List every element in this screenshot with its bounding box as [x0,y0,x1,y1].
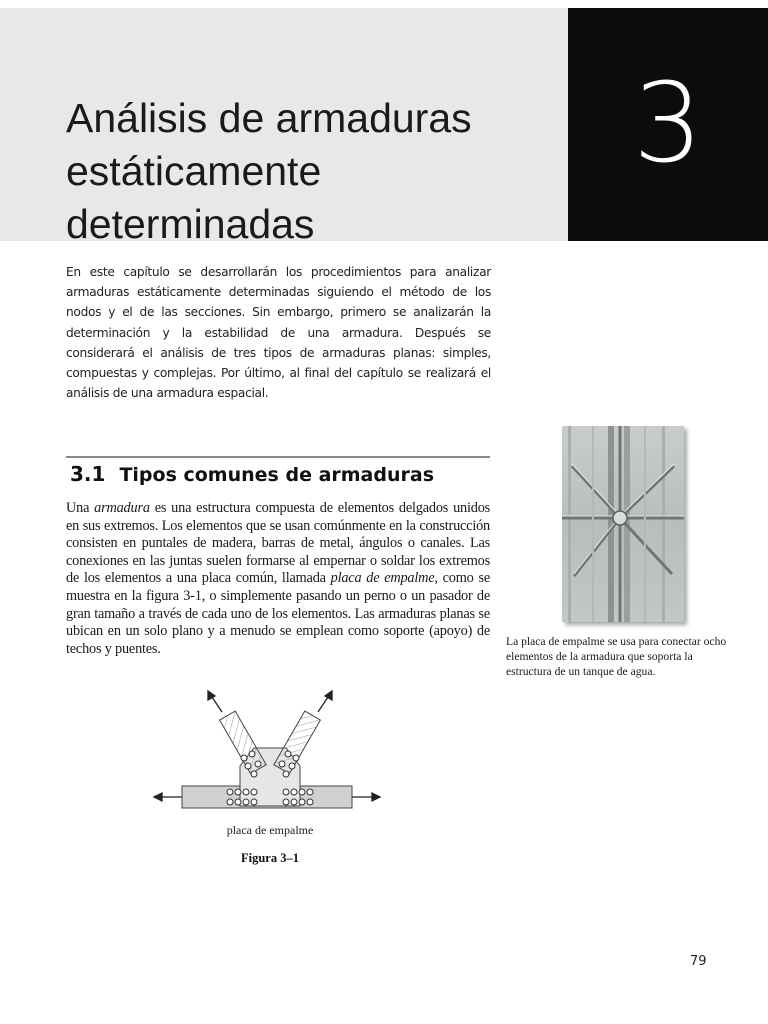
chapter-title [66,92,546,251]
term-placa-de-empalme: placa de empalme [330,570,435,587]
section-body-paragraph [66,500,490,658]
section-number: 3.1 [70,462,106,486]
chapter-title-line-3: determinadas [66,201,315,247]
figure-caption: Figura 3–1 [241,851,299,865]
section-title: Tipos comunes de armaduras [119,464,435,486]
body-text-part-2: es una estructura compuesta de elementos delgados unidos en sus extremos. Los elementos que se usan comúnmente en la construcción consisten en puntales de madera, barras de metal, ángulos o canales. Las conexiones en las juntas suelen formarse al empernar o soldar los extremos de los elementos a una placa común, llamada [66,500,491,587]
photo-caption: La placa de empalme se usa para conectar ocho elementos de la armadura que soporta la estructura de un tanque de agua. [506,635,727,679]
chapter-intro-paragraph: En este capítulo se desarrollarán los procedimientos para analizar armaduras estáticamente determinadas siguiendo el método de los nodos y el de las secciones. Sin embargo, primero se analizarán la determinación y la estabilidad de una armadura. Después se considerará el análisis de tres tipos de armaduras planas: simples, compuestas y complejas. Por último, al final del capítulo se realizará el análisis de una armadura espacial. [66,265,491,401]
body-text-part-1: Una [66,500,95,516]
section-heading [70,462,434,486]
section-divider [66,456,490,458]
chapter-title-line-2: estáticamente [66,148,322,194]
body-text-part-3: , como se muestra en la figura 3-1, o simplemente pasando un perno o un pasador de gran tamaño a través de cada uno de los elementos. Las armaduras planas se ubican en un solo plano y a menudo se emplean como soporte (apoyo) de techos y puentes. [66,570,490,657]
page-number: 79 [690,954,707,969]
term-armadura: armadura [94,500,150,516]
chapter-title-line-1: Análisis de armaduras [66,95,472,141]
gusset-plate-figure [150,686,390,826]
figure-label: placa de empalme [226,823,314,837]
gusset-plate-photo [562,426,684,622]
chapter-number-box [568,8,768,241]
chapter-number: 3 [633,59,703,187]
